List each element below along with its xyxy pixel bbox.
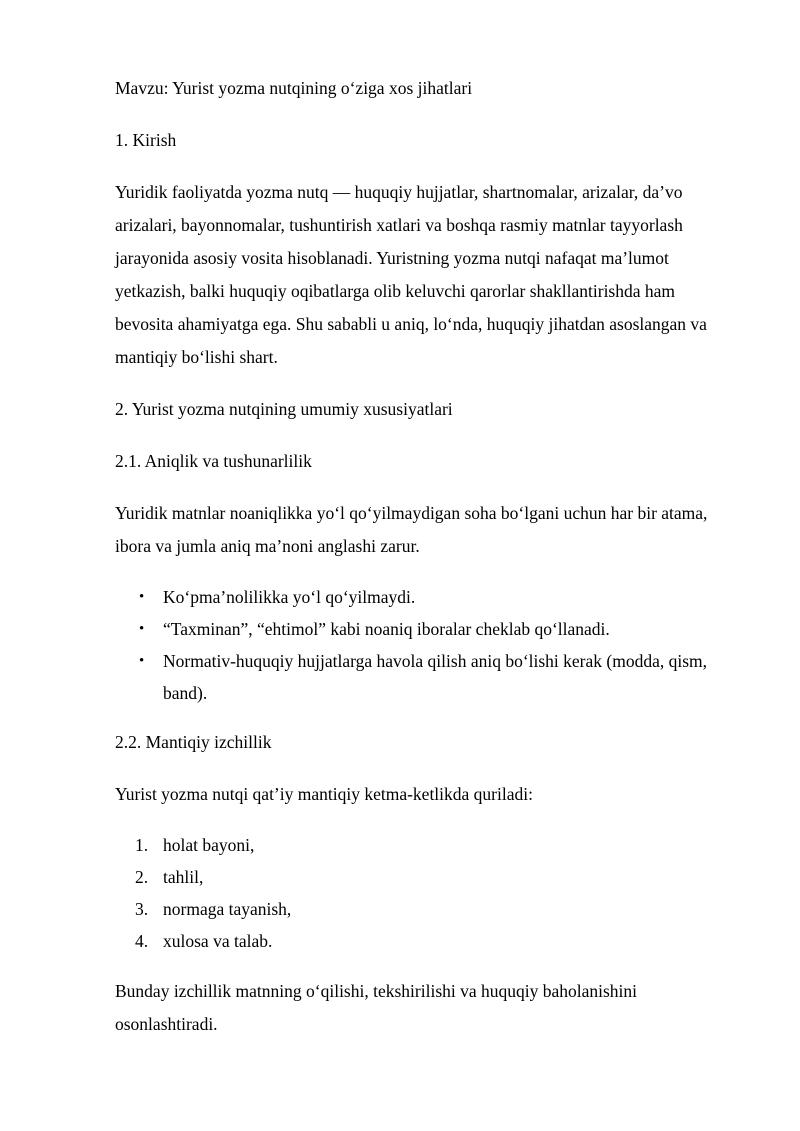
bullet-marker: • <box>139 621 145 637</box>
bullet-item <box>115 581 735 613</box>
item-text: holat bayoni, <box>163 835 255 855</box>
numbered-item <box>115 829 735 861</box>
document-page <box>115 72 735 1041</box>
bullet-text: Ko‘pma’nolilikka yo‘l qo‘yilmaydi. <box>163 587 416 607</box>
numbered-item <box>115 925 735 957</box>
section-2-heading: 2. Yurist yozma nutqining umumiy xususiyatlari <box>115 399 453 419</box>
section-2-1-paragraph: Yuridik matnlar noaniqlikka yo‘l qo‘yilmaydigan soha bo‘lgani uchun har bir atama, ibora va jumla aniq ma’noni anglashi zarur. <box>115 503 708 556</box>
item-number: 2. <box>135 867 149 887</box>
section-1-paragraph: Yuridik faoliyatda yozma nutq — huquqiy hujjatlar, shartnomalar, arizalar, da’vo arizalari, bayonnomalar, tushuntirish xatlari va boshqa rasmiy matnlar tayyorlash jarayonida asosiy vosita hisoblanadi. Yuristning yozma nutqi nafaqat ma’lumot yetkazish, balki huquqiy oqibatlarga olib keluvchi qarorlar shakllantirishda ham bevosita ahamiyatga ega. Shu sababli u aniq, lo‘nda, huquqiy jihatdan asoslangan va mantiqiy bo‘lishi shart. <box>115 182 707 367</box>
section-1-heading: 1. Kirish <box>115 130 177 150</box>
bullet-item <box>115 613 735 645</box>
item-number: 1. <box>135 835 149 855</box>
bullet-marker: • <box>139 653 145 669</box>
document-title: Mavzu: Yurist yozma nutqining o‘ziga xos jihatlari <box>115 78 473 98</box>
item-number: 4. <box>135 931 149 951</box>
item-number: 3. <box>135 899 149 919</box>
numbered-item <box>115 861 735 893</box>
bullet-list <box>115 581 735 709</box>
numbered-item <box>115 893 735 925</box>
bullet-item <box>115 645 735 709</box>
bullet-text: Normativ-huquqiy hujjatlarga havola qilish aniq bo‘lishi kerak (modda, qism, band). <box>163 651 708 703</box>
item-text: xulosa va talab. <box>163 931 273 951</box>
section-2-1-heading: 2.1. Aniqlik va tushunarlilik <box>115 451 312 471</box>
section-2-2-paragraph: Yurist yozma nutqi qat’iy mantiqiy ketma-ketlikda quriladi: <box>115 784 533 804</box>
bullet-marker: • <box>139 589 145 605</box>
section-2-2-closing: Bunday izchillik matnning o‘qilishi, tekshirilishi va huquqiy baholanishini osonlashtiradi. <box>115 981 638 1034</box>
item-text: normaga tayanish, <box>163 899 292 919</box>
numbered-list <box>115 829 735 957</box>
bullet-text: “Taxminan”, “ehtimol” kabi noaniq iboralar cheklab qo‘llanadi. <box>163 619 610 639</box>
item-text: tahlil, <box>163 867 204 887</box>
section-2-2-heading: 2.2. Mantiqiy izchillik <box>115 732 272 752</box>
